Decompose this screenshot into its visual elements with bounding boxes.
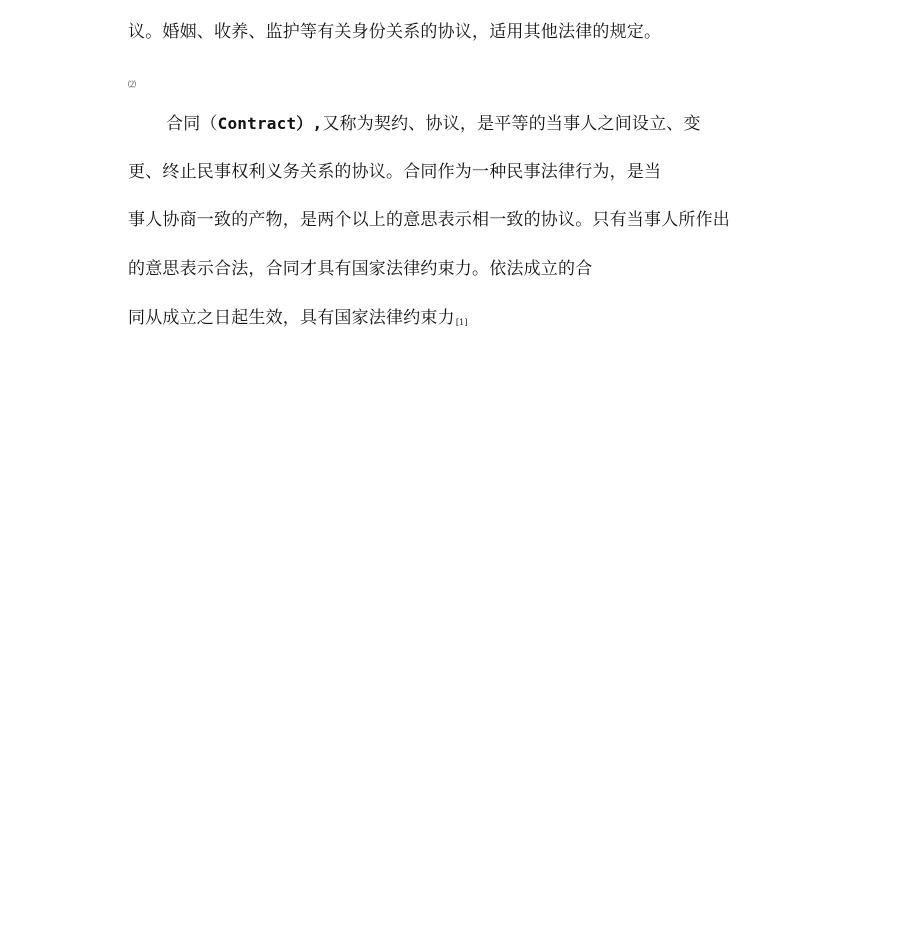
citation-marker: [1] [455,318,468,327]
paragraph-line-1-suffix: 又称为契约、协议，是平等的当事人之间设立、变 [322,114,701,134]
paragraph-line-5 [128,307,468,332]
paragraph-line-1 [166,113,701,135]
paragraph-line-4: 的意思表示合法，合同才具有国家法律约束力。依法成立的合 [128,259,593,279]
paragraph-line-3: 事人协商一致的产物，是两个以上的意思表示相一致的协议。只有当事人所作出 [128,210,730,230]
paragraph-line-2: 更、终止民事权利义务关系的协议。合同作为一种民事法律行为，是当 [128,162,662,182]
paragraph-line-5-text: 同从成立之日起生效，具有国家法律约束力 [128,308,455,328]
contract-term: Contract）, [217,114,323,133]
continuation-line: 议。婚姻、收养、监护等有关身份关系的协议，适用其他法律的规定。 [128,22,662,42]
note-marker: ⑵ [128,80,136,89]
paragraph-line-1-prefix: 合同（ [166,114,218,134]
